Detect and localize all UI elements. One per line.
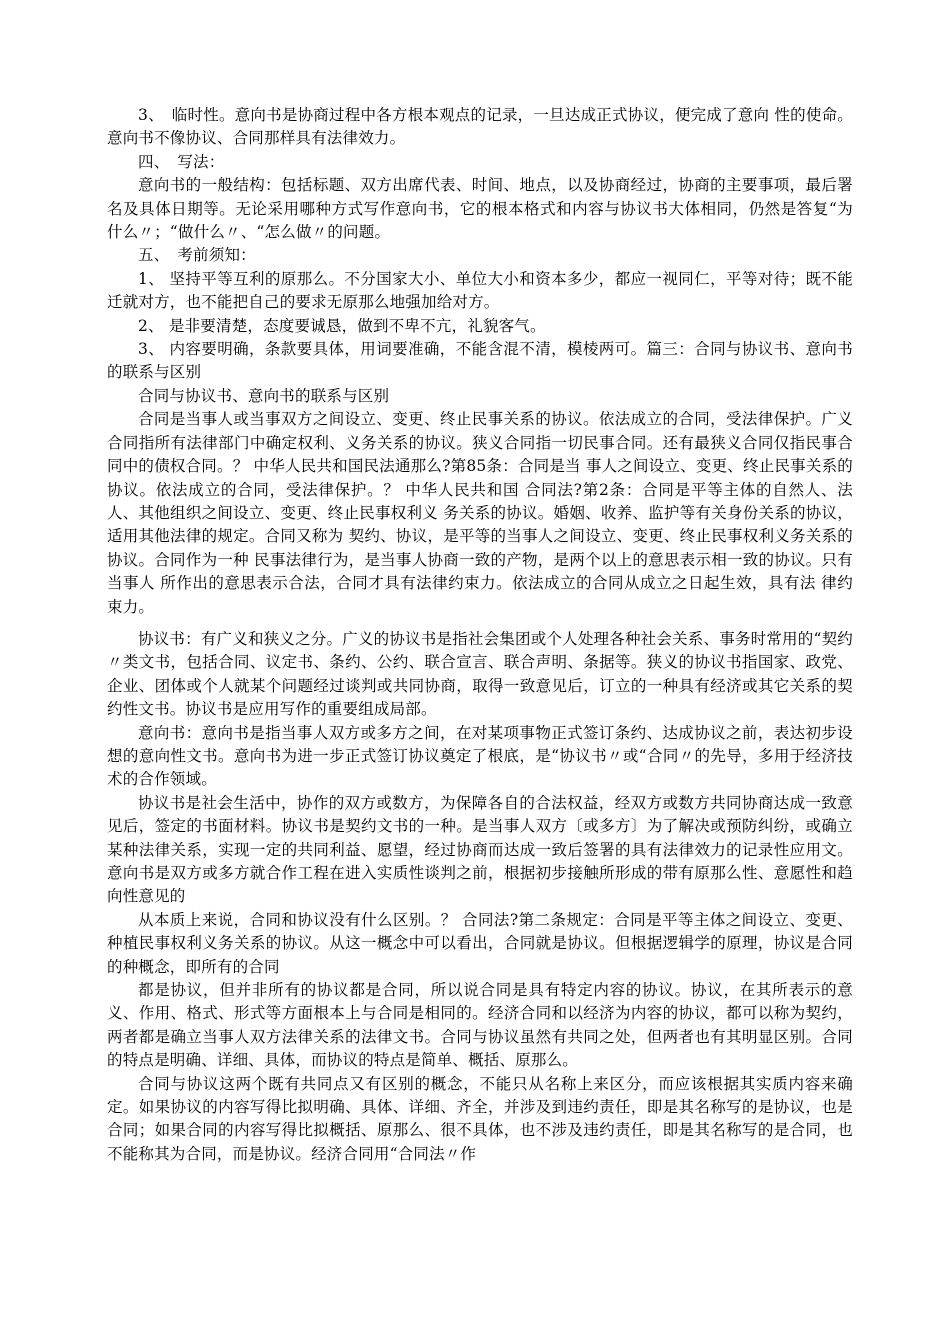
paragraph-general-structure: 意向书的一般结构：包括标题、双方出席代表、时间、地点，以及协商经过，协商的主要事项，最后署名及具体日期等。无论采用哪种方式写作意向书，它的根本格式和内容与协议书大体相同，仍然是答复“为什么〃；“做什么〃、“怎么做〃的问题。 <box>107 176 853 242</box>
paragraph-precaution-3: 3、 内容要明确，条款要具体，用词要准确，不能含混不清，模棱两可。篇三：合同与协议书、意向书的联系与区别 <box>107 340 853 382</box>
paragraph-all-contracts-are-agreements: 都是协议，但并非所有的协议都是合同，所以说合同是具有特定内容的协议。协议，在其所表示的意义、作用、格式、形式等方面根本上与合同是相同的。经济合同和以经济为内容的协议，都可以称为契约，两者都是确立当事人双方法律关系的法律文书。合同与协议虽然有共同之处，但两者也有其明显区别。合同的特点是明确、详细、具体，而协议的特点是简单、概括、原那么。 <box>107 981 853 1070</box>
paragraph-agreement-definition: 协议书：有广义和狭义之分。广义的协议书是指社会集团或个人处理各种社会关系、事务时常用的“契约〃类文书，包括合同、议定书、条约、公约、联合宣言、联合声明、条据等。狭义的协议书指国家、政党、企业、团体或个人就某个问题经过谈判或共同协商，取得一致意见后，订立的一种具有经济或其它关系的契约性文书。协议书是应用写作的重要组成局部。 <box>107 629 853 719</box>
paragraph-letter-of-intent-definition: 意向书：意向书是指当事人双方或多方之间，在对某项事物正式签订条约、达成协议之前，表达初步设想的意向性文书。意向书为进一步正式签订协议奠定了根底，是“协议书〃或“合同〃的先导，多用于经济技术的合作领域。 <box>107 723 853 789</box>
paragraph-contract-definition: 合同是当事人或当事双方之间设立、变更、终止民事关系的协议。依法成立的合同，受法律保护。广义合同指所有法律部门中确定权利、义务关系的协议。狭义合同指一切民事合同。还有最狭义合同仅指民事合同中的债权合同。？ 中华人民共和国民法通那么?第85条：合同是当 事人之间设立、变更、终止民事关系的协议。依法成立的合同，受法律保护。？ 中华人民共和国 合同法?第2条：合同是平等主体的自然人、法人、其他组织之间设立、变更、终止民事权利义 务关系的协议。婚姻、收养、监护等有关身份关系的协议，适用其他法律的规定。合同又称为 契约、协议，是平等的当事人之间设立、变更、终止民事权利义务关系的协议。合同作为一种 民事法律行为，是当事人协商一致的产物，是两个以上的意思表示相一致的协议。只有当事人 所作出的意思表示合法，合同才具有法律约束力。依法成立的合同从成立之日起生效，具有法 律约束力。 <box>107 410 853 616</box>
section-title: 合同与协议书、意向书的联系与区别 <box>138 386 390 405</box>
heading-writing-method: 四、 写法： <box>138 152 225 171</box>
paragraph-distinguish-by-content: 合同与协议这两个既有共同点又有区别的概念，不能只从名称上来区分，而应该根据其实质内容来确定。如果协议的内容写得比拟明确、具体、详细、齐全，并涉及到违约责任，即是其名称写的是协议，也是合同；如果合同的内容写得比拟概括、原那么、很不具体，也不涉及违约责任，即是其名称写的是合同，也不能称其为合同，而是协议。经济合同用“合同法〃作 <box>107 1074 853 1163</box>
paragraph-temporary-nature: 3、 临时性。意向书是协商过程中各方根本观点的记录，一旦达成正式协议，便完成了意向 性的使命。意向书不像协议、合同那样具有法律效力。 <box>107 106 853 148</box>
paragraph-precaution-1: 1、 坚持平等互利的原那么。不分国家大小、单位大小和资本多少，都应一视同仁，平等对待；既不能迁就对方，也不能把自己的要求无原那么地强加给对方。 <box>107 269 853 312</box>
paragraph-essence: 从本质上来说，合同和协议没有什么区别。？ 合同法?第二条规定：合同是平等主体之间设立、变更、种植民事权利义务关系的协议。从这一概念中可以看出，合同就是协议。但根据逻辑学的原理，协议是合同的种概念，即所有的合同 <box>107 910 853 976</box>
heading-precautions: 五、 考前须知： <box>138 246 256 265</box>
paragraph-agreement-vs-intent: 协议书是社会生活中，协作的双方或数方，为保障各自的合法权益，经双方或数方共同协商达成一致意见后，签定的书面材料。协议书是契约文书的一种。是当事人双方〔或多方〕为了解决或预防纠纷，或确立某种法律关系，实现一定的共同利益、愿望，经过协商而达成一致后签署的具有法律效力的记录性应用文。意向书是双方或多方就合作工程在进入实质性谈判之前，根据初步接触所形成的带有原那么性、意愿性和趋向性意见的 <box>107 793 853 906</box>
paragraph-precaution-2: 2、 是非要清楚，态度要诚恳，做到不卑不亢，礼貌客气。 <box>138 316 546 335</box>
document-page <box>107 104 853 1166</box>
